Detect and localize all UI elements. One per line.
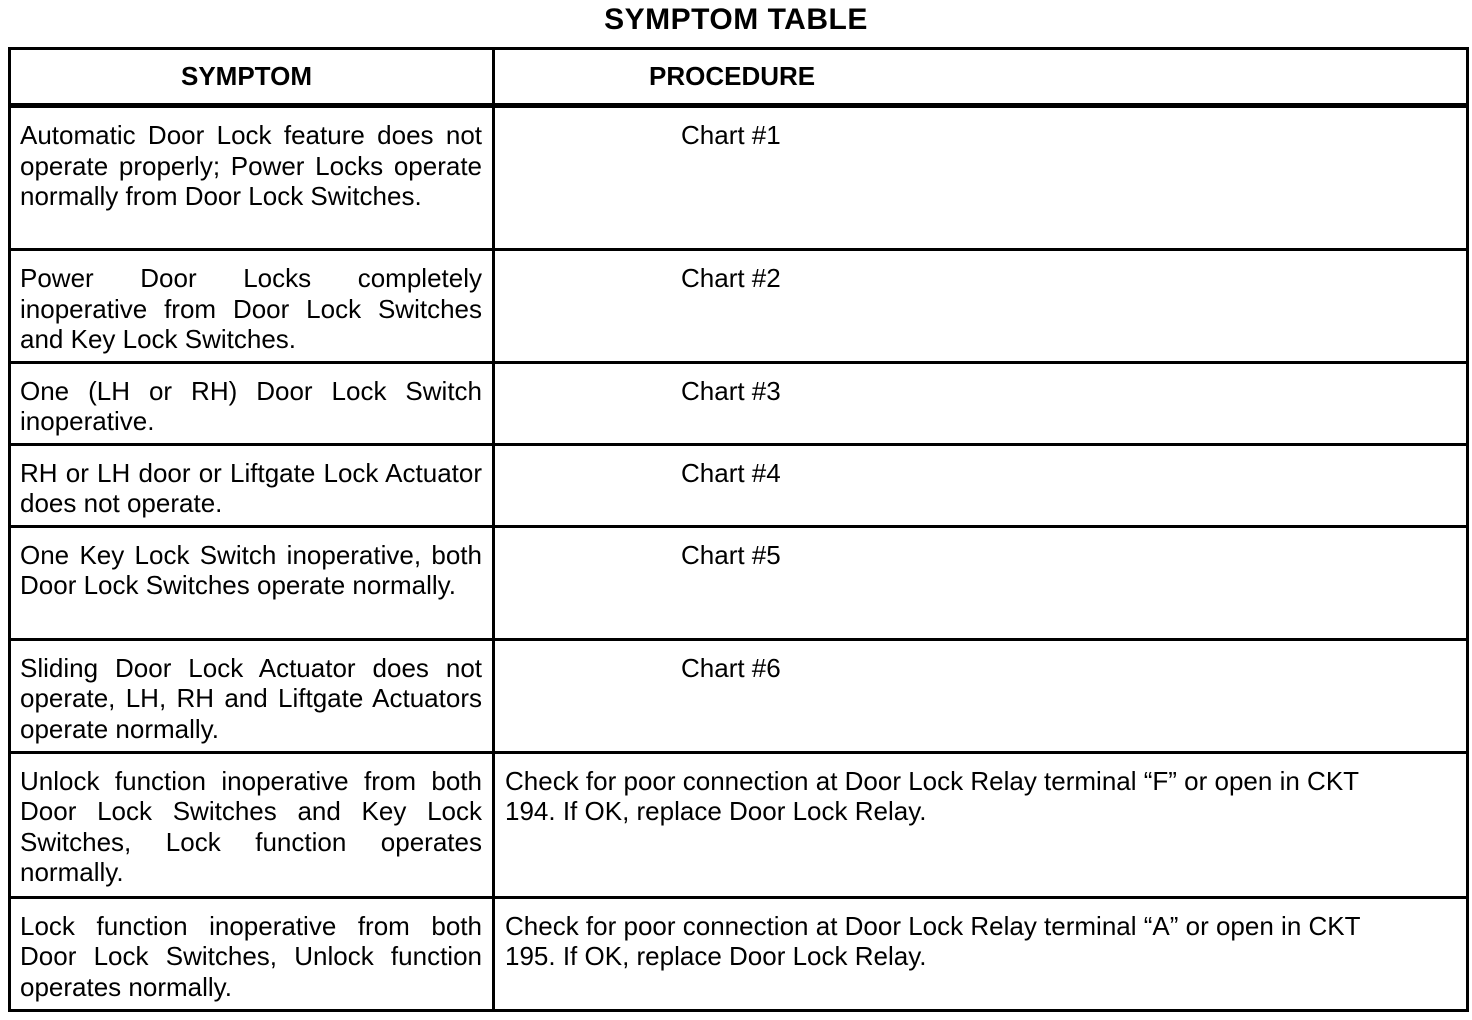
- symptom-column-header: SYMPTOM: [10, 49, 494, 106]
- symptom-table: [8, 47, 1469, 1012]
- procedure-cell: Chart #4: [494, 444, 1468, 526]
- page-title: SYMPTOM TABLE: [604, 3, 868, 36]
- symptom-cell: Automatic Door Lock feature does not operate properly; Power Locks operate normally from Door Lock Switches.: [10, 106, 494, 250]
- procedure-cell: Chart #6: [494, 639, 1468, 752]
- symptom-cell: RH or LH door or Liftgate Lock Actuator does not operate.: [10, 444, 494, 526]
- symptom-cell: Unlock function inoperative from both Door Lock Switches and Key Lock Switches, Lock function operates normally.: [10, 752, 494, 897]
- procedure-cell: Chart #3: [494, 362, 1468, 444]
- procedure-column-header: PROCEDURE: [494, 49, 1468, 106]
- procedure-cell: Chart #1: [494, 106, 1468, 250]
- symptom-cell: Lock function inoperative from both Door Lock Switches, Unlock function operates normally.: [10, 897, 494, 1010]
- table-row: [10, 526, 1468, 639]
- symptom-cell: One Key Lock Switch inoperative, both Door Lock Switches operate normally.: [10, 526, 494, 639]
- symptom-cell: One (LH or RH) Door Lock Switch inoperative.: [10, 362, 494, 444]
- symptom-cell: Power Door Locks completely inoperative from Door Lock Switches and Key Lock Switches.: [10, 250, 494, 363]
- table-row: [10, 752, 1468, 897]
- table-row: [10, 106, 1468, 250]
- procedure-cell: Chart #5: [494, 526, 1468, 639]
- table-row: [10, 897, 1468, 1010]
- procedure-cell: Check for poor connection at Door Lock Relay terminal “F” or open in CKT 194. If OK, replace Door Lock Relay.: [494, 752, 1468, 897]
- table-row: [10, 362, 1468, 444]
- table-row: [10, 250, 1468, 363]
- procedure-cell: Chart #2: [494, 250, 1468, 363]
- symptom-cell: Sliding Door Lock Actuator does not operate, LH, RH and Liftgate Actuators operate normally.: [10, 639, 494, 752]
- table-row: [10, 639, 1468, 752]
- procedure-cell: Check for poor connection at Door Lock Relay terminal “A” or open in CKT 195. If OK, replace Door Lock Relay.: [494, 897, 1468, 1010]
- table-header-row: [10, 49, 1468, 106]
- table-row: [10, 444, 1468, 526]
